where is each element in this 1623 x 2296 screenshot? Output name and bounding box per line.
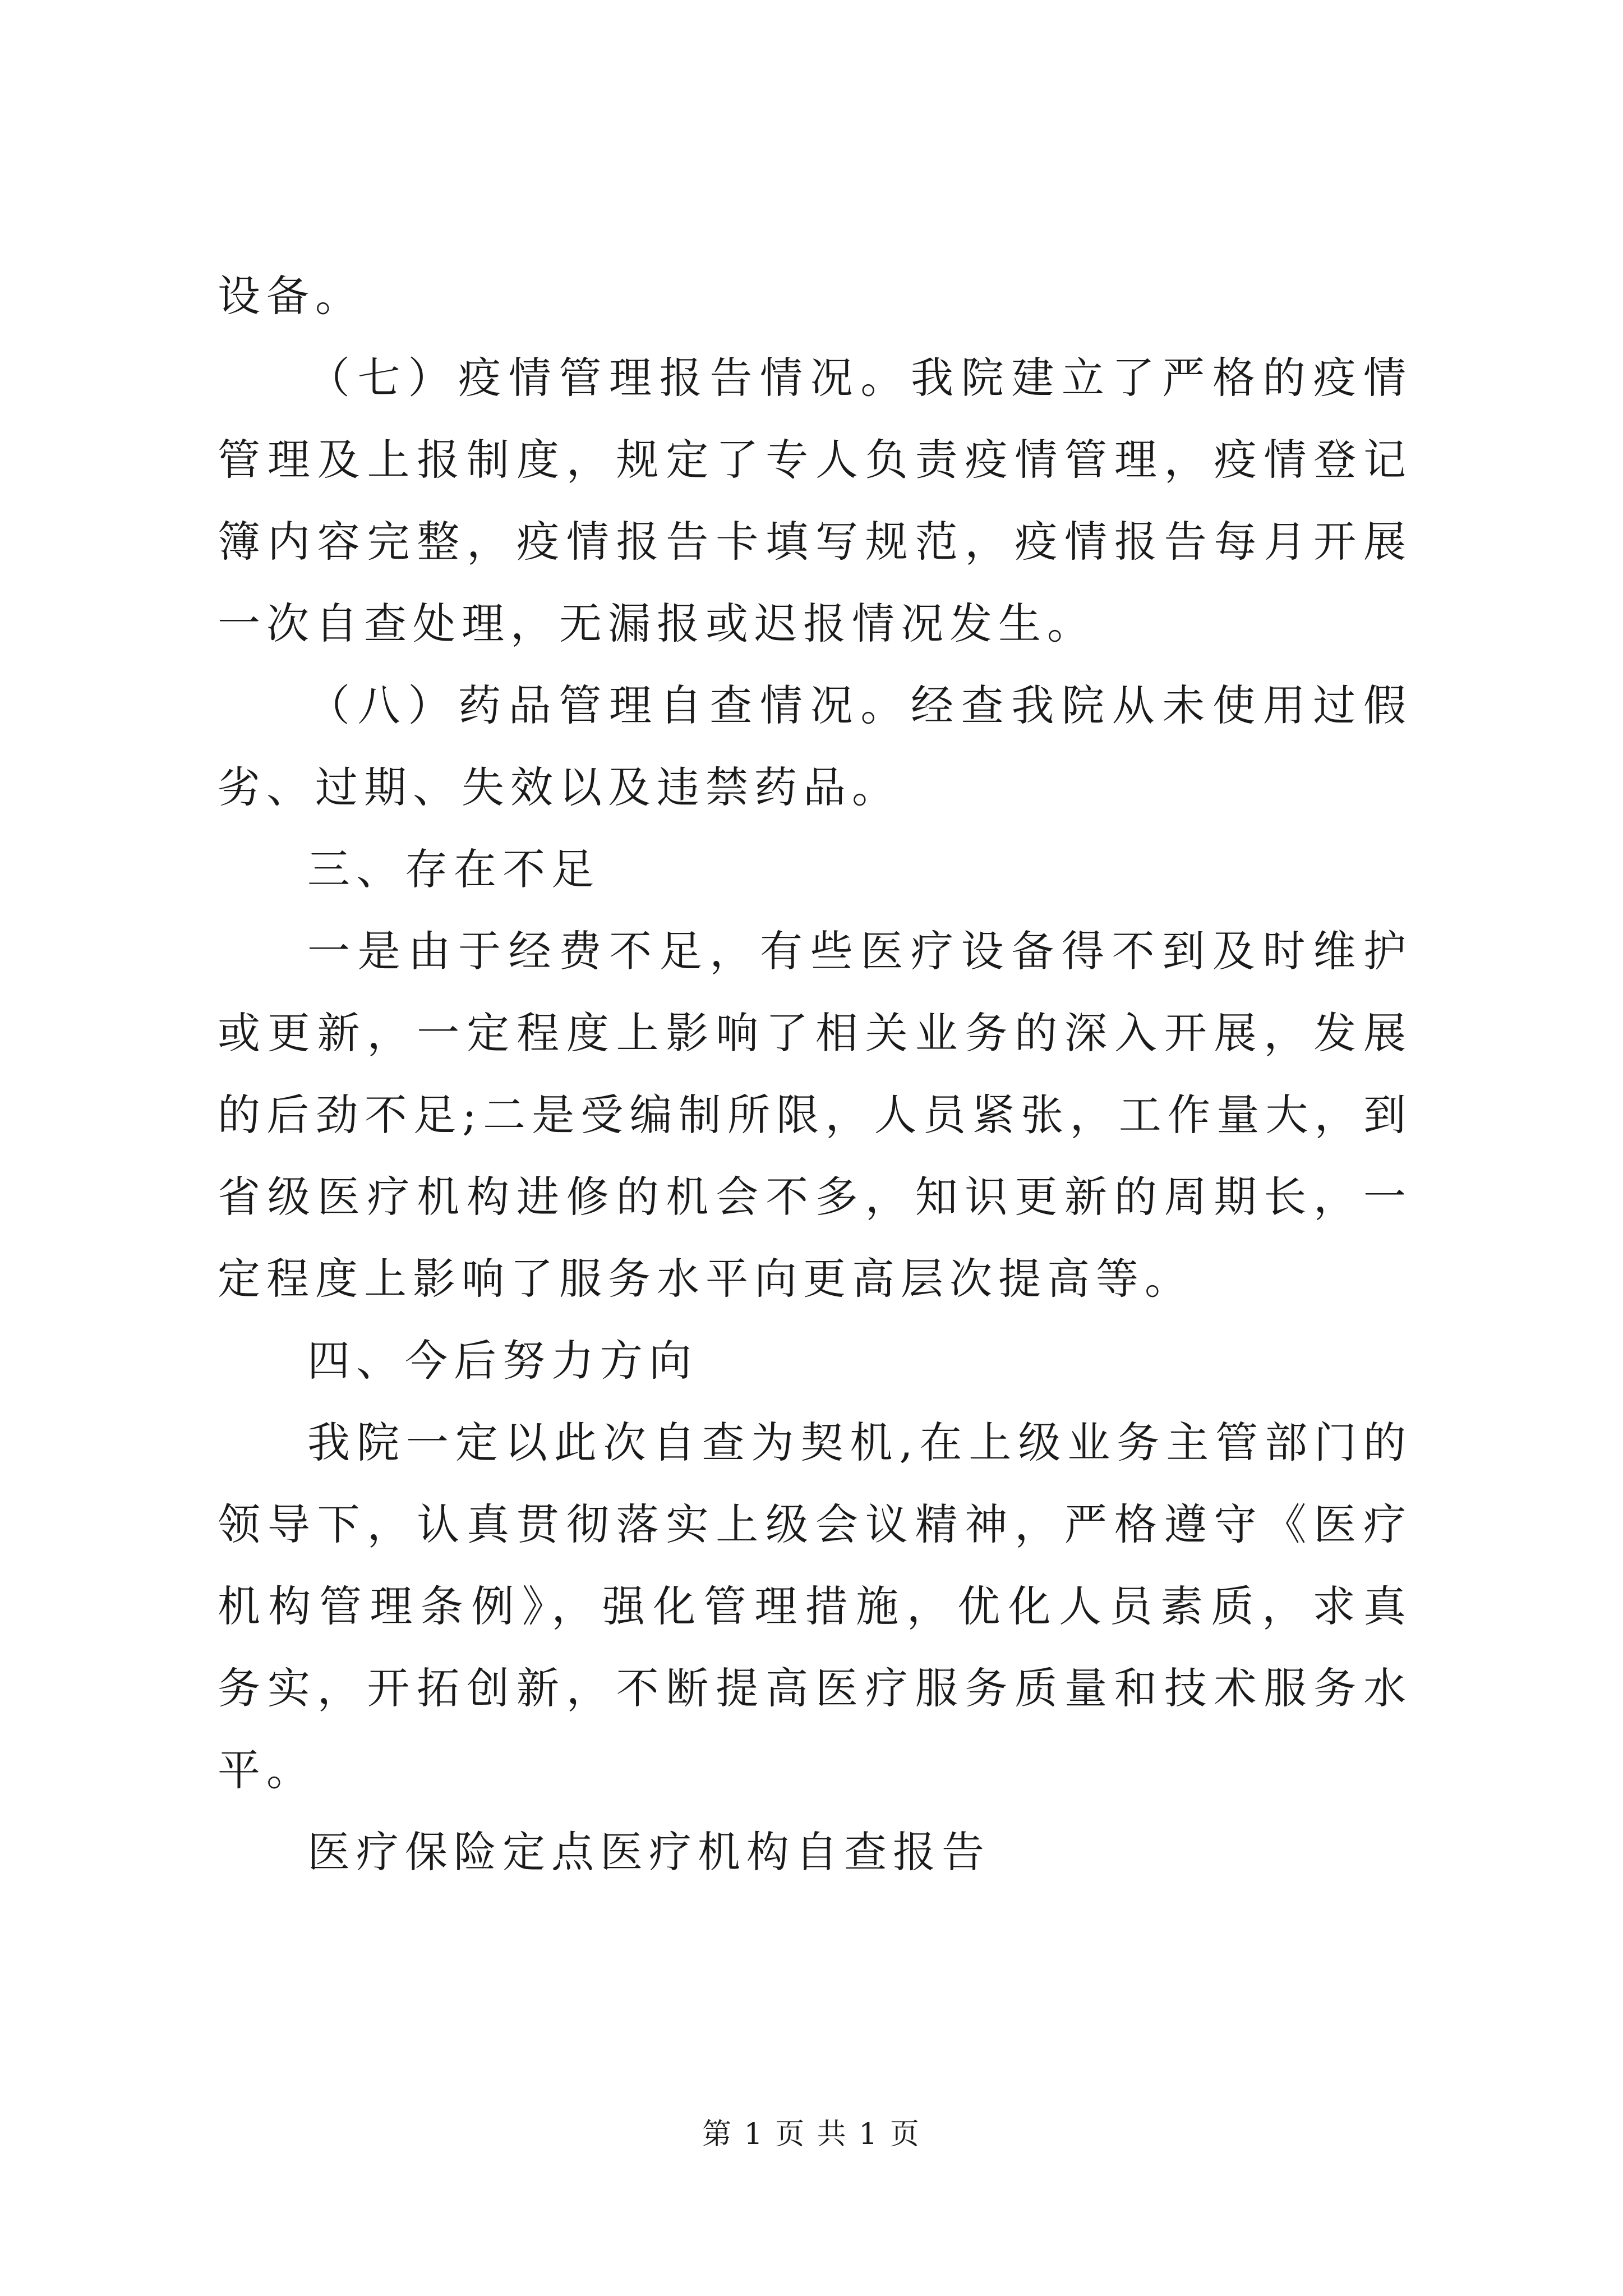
paragraph-continuation: 设备。	[218, 271, 364, 321]
paragraph-shortcomings: 一是由于经费不足，有些医疗设备得不到及时维护或更新，一定程度上影响了相关业务的深入开展，发展的后劲不足;二是受编制所限，人员紧张，工作量大，到省级医疗机构进修的机会不多，知识更新的周期长，一定程度上影响了服务水平向更高层次提高等。	[218, 926, 1412, 1304]
paragraph-drug-management: （八）药品管理自查情况。经查我院从未使用过假劣、过期、失效以及违禁药品。	[218, 680, 1412, 812]
page-footer: 第 1 页 共 1 页	[702, 2118, 921, 2151]
section-title-insurance-report: 医疗保险定点医疗机构自查报告	[307, 1827, 990, 1877]
document-body	[218, 255, 1412, 1893]
heading-shortcomings: 三、存在不足	[307, 844, 600, 894]
paragraph-future-direction: 我院一定以此次自查为契机,在上级业务主管部门的领导下，认真贯彻落实上级会议精神，严格遵守《医疗机构管理条例》，强化管理措施，优化人员素质，求真务实，开拓创新，不断提高医疗服务质量和技术服务水平。	[218, 1418, 1412, 1795]
paragraph-epidemic-report: （七）疫情管理报告情况。我院建立了严格的疫情管理及上报制度，规定了专人负责疫情管理，疫情登记簿内容完整，疫情报告卡填写规范，疫情报告每月开展一次自查处理，无漏报或迟报情况发生。	[218, 353, 1412, 648]
heading-future-direction: 四、今后努力方向	[307, 1336, 698, 1386]
